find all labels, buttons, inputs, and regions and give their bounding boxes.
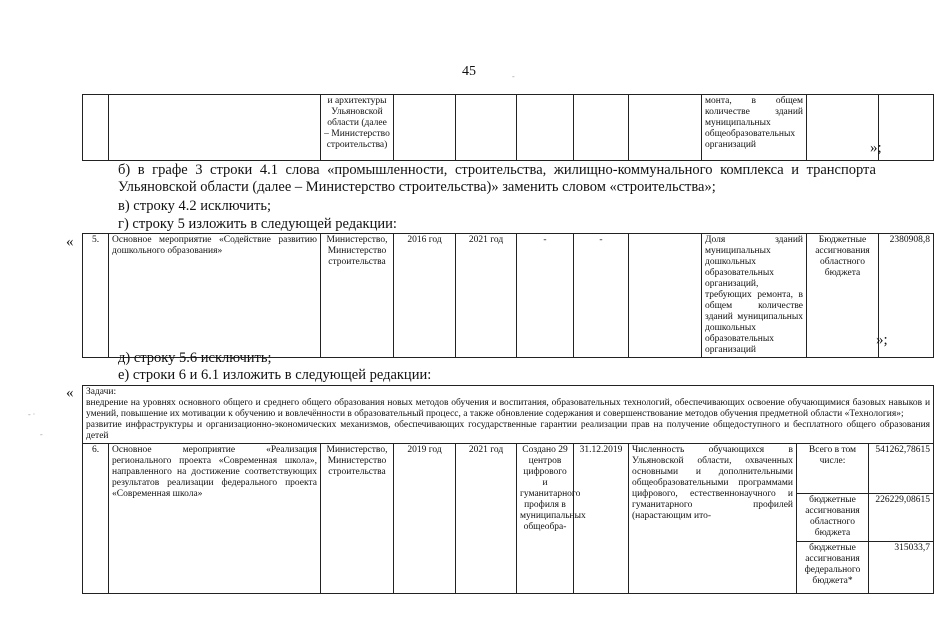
funding-source: Бюджетные ассигнования областного бюджета (807, 234, 879, 358)
indicator: Доля зданий муниципальных дошкольных образовательных организаций, требующих ремонта, в общем количестве зданий муниципальных дошкольных образовательных организаций (702, 234, 807, 358)
funding-amount: 541262,78615 (869, 444, 934, 494)
funding-amount: 2380908,8 (879, 234, 934, 358)
opening-quote: « (66, 234, 74, 250)
opening-quote: « (66, 385, 74, 401)
indicator: Численность обучающихся в Ульяновской области, охваченных основными и дополнительными общеобразовательными программами цифрового, естественнонаучного и гуманитарного профилей (нарастающим ито- (629, 444, 797, 594)
funding-amount: 315033,7 (869, 542, 934, 594)
paragraph-v: в) строку 4.2 исключить; (118, 198, 272, 214)
result: Создано 29 центров цифрового и гуманитарного профиля в муниципальных общеобра- (517, 444, 574, 594)
funding-source: бюджетные ассигнования федерального бюджета* (797, 542, 869, 594)
paragraph-e: е) строки 6 и 6.1 изложить в следующей редакции: (118, 367, 432, 383)
activity-name: Основное мероприятие «Содействие развитию дошкольного образования» (109, 234, 321, 358)
closing-quote: »; (870, 140, 882, 156)
executor: Министерство, Министерство строительства (321, 234, 394, 358)
paragraph-d: д) строку 5.6 исключить; (118, 350, 272, 366)
table-cell (807, 95, 879, 161)
table-cell (629, 234, 702, 358)
start-year: 2016 год (394, 234, 456, 358)
table-cell (394, 95, 456, 161)
executor: Министерство, Министерство строительства (321, 444, 394, 594)
table-continuation (82, 94, 934, 161)
scan-mark: - (512, 72, 515, 81)
table-cell (629, 95, 702, 161)
paragraph-b-text: б) в графе 3 строки 4.1 слова «промышленности, строительства, жилищно-коммунального комплекса и транспорта Ульяновской области (далее – Министерство строительства)» заменить словом «строительства»; (118, 162, 876, 195)
table-cell (109, 95, 321, 161)
task-2: развитие инфраструктуры и организационно-экономических механизмов, обеспечивающих государственные гарантии реализации прав на получение общедоступного и бесплатного общего образования детей (86, 420, 931, 441)
task-1: внедрение на уровнях основного общего и среднего общего образования новых методов обучения и воспитания, образовательных технологий, обеспечивающих освоение обучающимися базовых навыков и умений, повышение их мотивации к обучению и вовлечённости в образовательный процесс, а также обновление содержания и совершенствование методов обучения предметной области «Технология»; (86, 398, 931, 419)
table-cell: - (517, 234, 574, 358)
end-year: 2021 год (456, 234, 517, 358)
closing-quote: »; (876, 332, 888, 348)
table-cell (456, 95, 517, 161)
table-cell-indicator: монта, в общем количестве зданий муниципальных общеобразовательных организаций (702, 95, 807, 161)
end-year: 2021 год (456, 444, 517, 594)
tasks-title: Задачи: (86, 387, 117, 397)
deadline: 31.12.2019 (574, 444, 629, 594)
table-cell (574, 95, 629, 161)
tasks-block (83, 386, 934, 444)
table-cell-executor: и архитектуры Ульяновской области (далее – Министерство строительства) (321, 95, 394, 161)
table-row-5 (82, 233, 934, 358)
funding-amount: 226229,08615 (869, 494, 934, 542)
funding-source: Всего в том числе: (797, 444, 869, 494)
row-number: 5. (83, 234, 109, 358)
scan-mark: - (40, 430, 43, 439)
funding-source: бюджетные ассигнования областного бюджета (797, 494, 869, 542)
table-cell (83, 95, 109, 161)
table-cell (517, 95, 574, 161)
start-year: 2019 год (394, 444, 456, 594)
scan-mark: - · (28, 410, 36, 419)
paragraph-g: г) строку 5 изложить в следующей редакции: (118, 216, 397, 232)
table-row-6 (82, 385, 934, 594)
row-number: 6. (83, 444, 109, 594)
page-number: 45 (462, 64, 476, 79)
paragraph-b (118, 162, 876, 196)
activity-name: Основное мероприятие «Реализация регионального проекта «Современная школа», направленного на достижение соответствующих результатов реализации федерального проекта «Современная школа» (109, 444, 321, 594)
table-cell (879, 95, 934, 161)
table-cell: - (574, 234, 629, 358)
